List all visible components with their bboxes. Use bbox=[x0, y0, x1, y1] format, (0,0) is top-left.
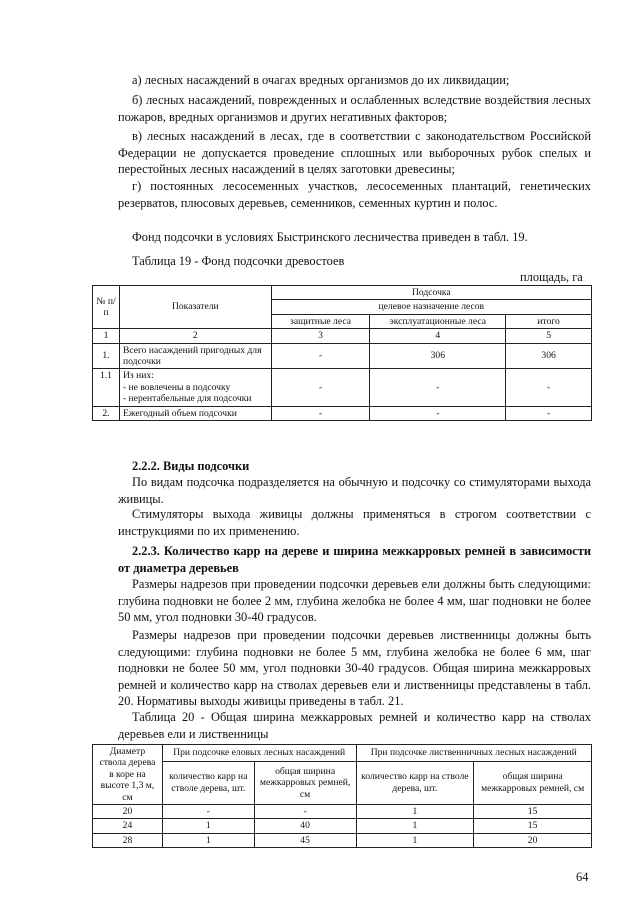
table-cell: - bbox=[271, 343, 370, 369]
table20 bbox=[92, 744, 592, 848]
table-cell: - bbox=[271, 406, 370, 420]
table-cell: 2 bbox=[119, 329, 271, 343]
table-row bbox=[93, 369, 592, 406]
t20-header-count: количество карр на стволе дерева, шт. bbox=[356, 761, 474, 804]
table-cell: - bbox=[370, 406, 506, 420]
t19-column-numbers bbox=[93, 329, 592, 343]
t20-header-diameter-line2: в коре на высоте 1,3 м, см bbox=[100, 768, 155, 803]
table-cell: 20 bbox=[93, 805, 163, 819]
list-item-b: б) лесных насаждений, поврежденных и ослабленных вследствие воздействия лесных пожаров, вредных организмов и других негативных факторов; bbox=[118, 93, 591, 124]
table-cell: - bbox=[370, 369, 506, 406]
table-cell: - bbox=[506, 406, 592, 420]
table-cell: 1 bbox=[356, 805, 474, 819]
table-cell: 1. bbox=[93, 343, 120, 369]
table-cell: 5 bbox=[506, 329, 592, 343]
t20-header-larch: При подсочке лиственничных лесных насаждений bbox=[356, 745, 592, 762]
list-item-a: а) лесных насаждений в очагах вредных организмов до их ликвидации; bbox=[132, 73, 510, 87]
intro-sentence: Фонд подсочки в условиях Быстринского лесничества приведен в табл. 19. bbox=[132, 230, 528, 244]
table-cell: 1 bbox=[93, 329, 120, 343]
t20-header-diameter bbox=[93, 745, 163, 805]
table19-caption: Таблица 19 - Фонд подсочки древостоев bbox=[132, 254, 345, 268]
t19-header-indicators: Показатели bbox=[119, 286, 271, 329]
t20-header-count: количество карр на стволе дерева, шт. bbox=[162, 761, 254, 804]
row-sub-label: - нерентабельные для подсочки bbox=[122, 393, 252, 405]
table-row bbox=[93, 805, 592, 819]
t19-header-protective: защитные леса bbox=[271, 314, 370, 328]
table-cell: - bbox=[271, 369, 370, 406]
table-cell: 306 bbox=[506, 343, 592, 369]
table-cell: 1 bbox=[162, 833, 254, 847]
table-cell: 1.1 bbox=[93, 369, 120, 406]
table-cell: 40 bbox=[254, 819, 356, 833]
t20-header-diameter-line1: Диаметр ствола дерева bbox=[99, 746, 156, 769]
table-cell: 20 bbox=[474, 833, 592, 847]
t20-header-width: общая ширина межкарровых ремней, см bbox=[474, 761, 592, 804]
table-cell: 15 bbox=[474, 819, 592, 833]
table-cell: 24 bbox=[93, 819, 163, 833]
table-cell bbox=[119, 369, 271, 406]
row-label: Из них: bbox=[122, 370, 154, 382]
table19-unit: площадь, га bbox=[520, 270, 583, 284]
table-cell: 28 bbox=[93, 833, 163, 847]
list-item-c: в) лесных насаждений в лесах, где в соответствии с законодательством Российской Федерации не допускается проведение сплошных или выборочных рубок спелых и перестойных лесных насаждений в целях заготовки древесины; bbox=[118, 129, 591, 177]
table-cell: 306 bbox=[370, 343, 506, 369]
table-cell: - bbox=[254, 805, 356, 819]
table-row bbox=[93, 819, 592, 833]
t19-header-tapping: Подсочка bbox=[271, 286, 591, 300]
table-cell: 1 bbox=[356, 819, 474, 833]
row-sub-label: - не вовлечены в подсочку bbox=[122, 381, 231, 393]
table-cell: Ежегодный объем подсочки bbox=[119, 406, 271, 420]
paragraph: Стимуляторы выхода живицы должны применяться в строгом соответствии с инструкциями по их применению. bbox=[118, 507, 591, 538]
page-number: 64 bbox=[576, 870, 589, 884]
t19-header-total: итого bbox=[506, 314, 592, 328]
table-row bbox=[93, 343, 592, 369]
table20-caption: Таблица 20 - Общая ширина межкарровых ремней и количество карр на стволах деревьев ели и лиственницы bbox=[118, 710, 591, 741]
table-cell: 4 bbox=[370, 329, 506, 343]
table19 bbox=[92, 285, 592, 421]
table-cell: 3 bbox=[271, 329, 370, 343]
t19-header-purpose: целевое назначение лесов bbox=[271, 300, 591, 314]
table-cell: - bbox=[162, 805, 254, 819]
paragraph: Размеры надрезов при проведении подсочки деревьев лиственницы должны быть следующими: глубина подновки не более 5 мм, глубина желобка не более 6 мм, шаг подновки не более 50 мм, угол подновки 30-40 градусов. Общая ширина межкарровых ремней и количество карр на стволах деревьев ели и лиственницы представлены в табл. 20. Нормативы выходы живицы приведены в табл. 21. bbox=[118, 628, 591, 709]
table-cell: 1 bbox=[162, 819, 254, 833]
t20-header-width: общая ширина межкарровых ремней, см bbox=[254, 761, 356, 804]
table-cell: 45 bbox=[254, 833, 356, 847]
t19-header-num: № п/п bbox=[93, 286, 120, 329]
table-cell: - bbox=[506, 369, 592, 406]
table-cell: Всего насаждений пригодных для подсочки bbox=[119, 343, 271, 369]
heading-2-2-3: 2.2.3. Количество карр на дереве и ширина межкарровых ремней в зависимости от диаметра деревьев bbox=[118, 544, 591, 575]
list-item-d: г) постоянных лесосеменных участков, лесосеменных плантаций, генетических резерватов, плюсовых деревьев, семенников, семенных куртин и полос. bbox=[118, 179, 591, 210]
table-row bbox=[93, 833, 592, 847]
table-cell: 1 bbox=[356, 833, 474, 847]
heading-2-2-2: 2.2.2. Виды подсочки bbox=[132, 459, 250, 473]
table-cell: 2. bbox=[93, 406, 120, 420]
paragraph: По видам подсочка подразделяется на обычную и подсочку со стимуляторами выхода живицы. bbox=[118, 475, 591, 506]
t19-header-operational: эксплуатационные леса bbox=[370, 314, 506, 328]
paragraph: Размеры надрезов при проведении подсочки деревьев ели должны быть следующими: глубина подновки не более 2 мм, глубина желобка не более 4 мм, шаг подновки не более 50 мм, угол подновки 30-40 градусов. bbox=[118, 577, 591, 625]
table-cell: 15 bbox=[474, 805, 592, 819]
t20-header-spruce: При подсочке еловых лесных насаждений bbox=[162, 745, 356, 762]
table-row bbox=[93, 406, 592, 420]
